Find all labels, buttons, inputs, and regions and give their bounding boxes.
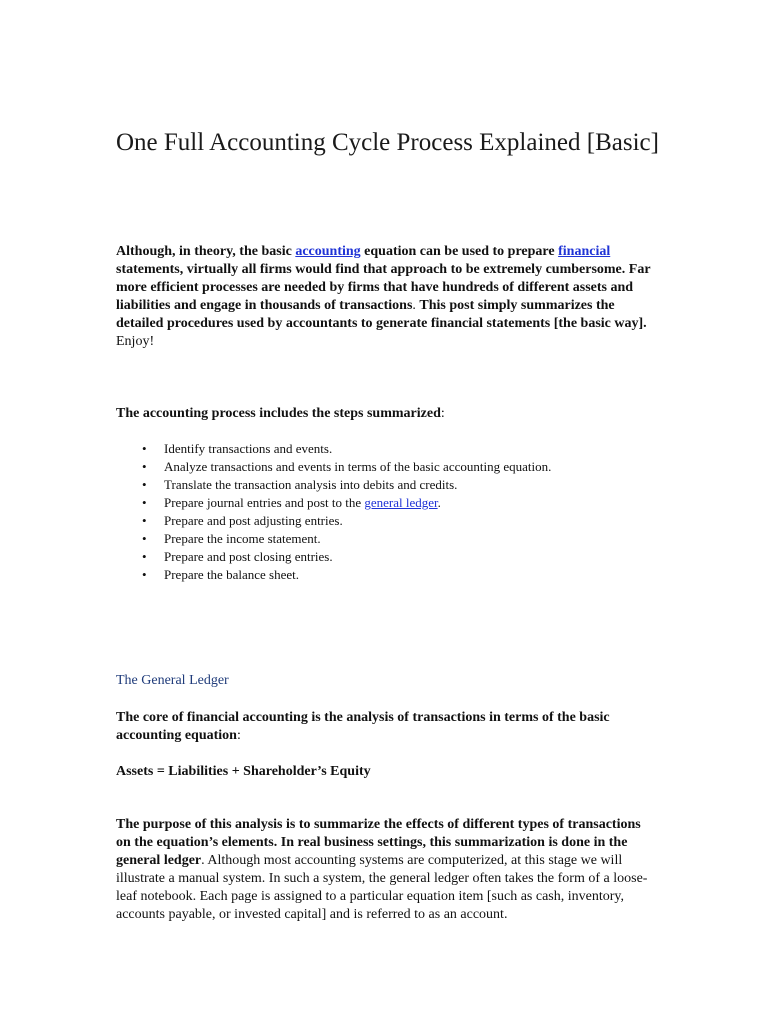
bullet-icon: • (142, 567, 147, 582)
steps-list (116, 440, 656, 584)
accounting-link[interactable]: accounting (295, 244, 361, 259)
list-item (116, 548, 656, 566)
list-item (116, 440, 656, 458)
core-text: The core of financial accounting is the analysis of transactions in terms of the basic accounting equation (116, 710, 610, 743)
step-text: Identify transactions and events. (164, 441, 333, 456)
purpose-bold-text: The purpose of this analysis is to summarize the effects of different types of transactions on the equation’s elements. In real business settings, this summarization is done in the general ledger (116, 817, 641, 868)
general-ledger-heading: The General Ledger (116, 673, 229, 688)
intro-paragraph (116, 243, 656, 351)
intro-period: . (412, 298, 420, 313)
intro-text-1: Although, in theory, the basic (116, 244, 296, 259)
bullet-icon: • (142, 441, 147, 456)
step-text: Prepare the balance sheet. (164, 567, 299, 582)
list-item (116, 458, 656, 476)
list-item (116, 512, 656, 530)
steps-heading (116, 405, 656, 423)
core-colon: : (236, 728, 241, 743)
intro-text-4: This post simply summarizes the detailed procedures used by accountants to generate financial statements [the basic way]. (116, 298, 647, 331)
general-ledger-link[interactable]: general ledger (364, 495, 438, 510)
steps-heading-text: The accounting process includes the steps summarized (116, 406, 441, 421)
step-text-after: . (437, 495, 441, 510)
accounting-equation: Assets = Liabilities + Shareholder’s Equity (116, 764, 371, 779)
bullet-icon: • (142, 459, 147, 474)
bullet-icon: • (142, 495, 147, 510)
step-text: Prepare the income statement. (164, 531, 321, 546)
bullet-icon: • (142, 531, 147, 546)
page-title: One Full Accounting Cycle Process Explained [Basic] (116, 129, 659, 156)
bullet-icon: • (142, 513, 147, 528)
step-text: Analyze transactions and events in terms of the basic accounting equation. (164, 459, 552, 474)
intro-text-2: equation can be used to prepare (360, 244, 559, 259)
financial-link[interactable]: financial (558, 244, 611, 259)
list-item (116, 494, 656, 512)
core-paragraph (116, 709, 656, 745)
step-text: Prepare and post closing entries. (164, 549, 333, 564)
steps-heading-colon: : (440, 406, 445, 421)
purpose-rest-text: . Although most accounting systems are computerized, at this stage we will illustrate a manual system. In such a system, the general ledger often takes the form of a loose-leaf notebook. Each page is assigned to a particular equation item [such as cash, inventory, accounts payable, or invested capital] and is referred to as an account. (116, 853, 648, 922)
bullet-icon: • (142, 549, 147, 564)
intro-text-3: statements, virtually all firms would find that approach to be extremely cumbersome. Far more efficient processes are needed by firms that have hundreds of different assets and liabilities and engage in thousands of transactions (116, 262, 651, 313)
bullet-icon: • (142, 477, 147, 492)
step-text: Prepare journal entries and post to the (164, 495, 365, 510)
purpose-paragraph (116, 816, 656, 924)
step-text: Translate the transaction analysis into debits and credits. (164, 477, 458, 492)
list-item (116, 530, 656, 548)
step-text: Prepare and post adjusting entries. (164, 513, 343, 528)
intro-enjoy: Enjoy! (116, 334, 155, 349)
list-item (116, 566, 656, 584)
list-item (116, 476, 656, 494)
